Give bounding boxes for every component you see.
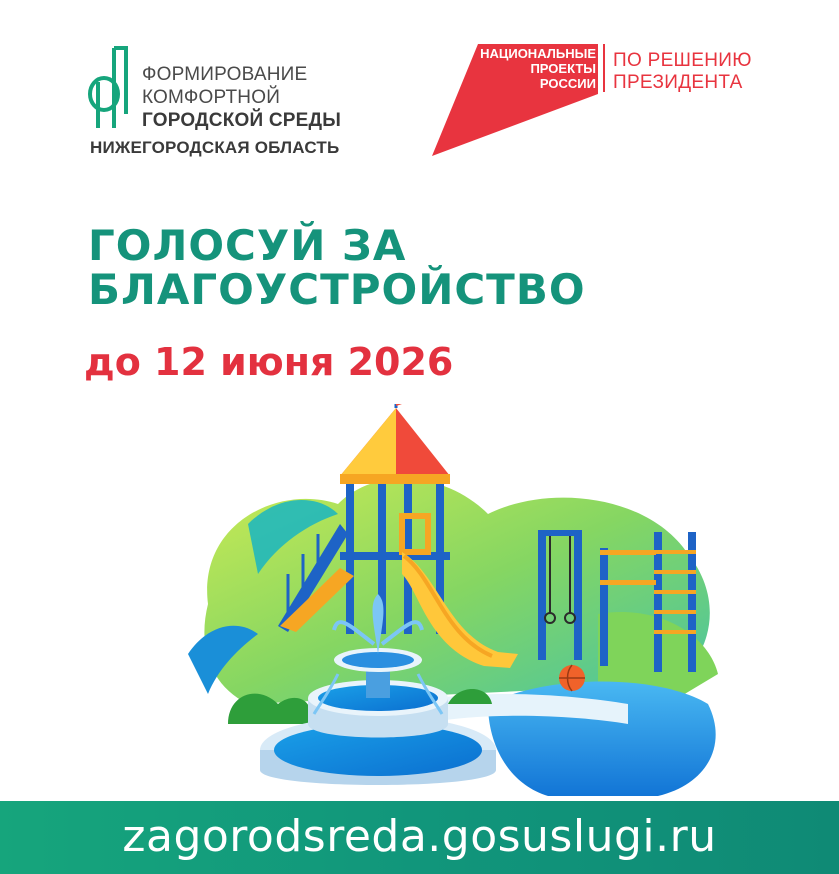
playground-illustration — [188, 404, 728, 800]
np-text-line2: ПРОЕКТЫ — [530, 61, 596, 76]
logo-text-line2: КОМФОРТНОЙ — [142, 87, 281, 108]
logo-text-line3: ГОРОДСКОЙ СРЕДЫ — [142, 110, 342, 131]
comfortable-city-logo-icon — [84, 44, 130, 132]
deadline-text: до 12 июня 2026 — [84, 340, 454, 384]
logo-text-line1: ФОРМИРОВАНИЕ — [142, 64, 308, 85]
website-link[interactable]: zagorodsreda.gosuslugi.ru — [122, 811, 717, 862]
region-label: НИЖЕГОРОДСКАЯ ОБЛАСТЬ — [90, 138, 340, 157]
footer-banner — [0, 801, 839, 874]
ball-icon — [559, 665, 585, 691]
president-text-line1: ПО РЕШЕНИЮ — [613, 50, 752, 71]
grass-background — [188, 479, 718, 704]
np-text-line1: НАЦИОНАЛЬНЫЕ — [480, 46, 596, 61]
president-text-line2: ПРЕЗИДЕНТА — [613, 72, 743, 93]
divider — [603, 44, 605, 92]
np-text-line3: РОССИИ — [539, 76, 596, 91]
headline-line2: БЛАГОУСТРОЙСТВО — [88, 265, 586, 314]
headline-line1: ГОЛОСУЙ ЗА — [88, 221, 407, 270]
